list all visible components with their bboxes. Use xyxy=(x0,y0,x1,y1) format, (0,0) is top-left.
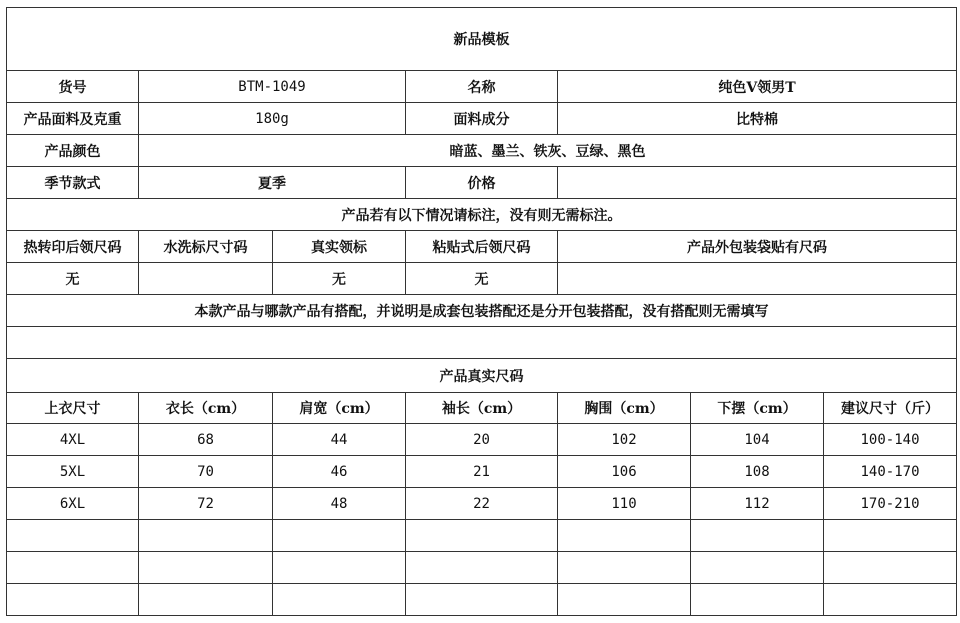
size-cell[interactable]: 22 xyxy=(406,488,558,520)
size-cell[interactable]: 72 xyxy=(139,488,273,520)
fabric-weight-label: 产品面料及克重 xyxy=(7,103,139,135)
size-cell[interactable] xyxy=(406,584,558,616)
size-cell[interactable]: 20 xyxy=(406,424,558,456)
match-note: 本款产品与哪款产品有搭配，并说明是成套包装搭配还是分开包装搭配，没有搭配则无需填写 xyxy=(7,295,957,327)
size-row xyxy=(7,584,957,616)
sheet-title: 新品模板 xyxy=(7,8,957,71)
label-value-real-label[interactable]: 无 xyxy=(273,263,406,295)
size-cell[interactable] xyxy=(558,552,691,584)
size-cell[interactable] xyxy=(7,584,139,616)
fabric-weight-value[interactable]: 180g xyxy=(139,103,406,135)
size-cell[interactable] xyxy=(273,584,406,616)
size-row xyxy=(7,520,957,552)
colors-label: 产品颜色 xyxy=(7,135,139,167)
size-cell[interactable] xyxy=(558,520,691,552)
size-cell[interactable]: 46 xyxy=(273,456,406,488)
size-cell[interactable]: 112 xyxy=(691,488,824,520)
label-value-sticker[interactable]: 无 xyxy=(406,263,558,295)
price-label: 价格 xyxy=(406,167,558,199)
size-cell[interactable]: 106 xyxy=(558,456,691,488)
size-cell[interactable] xyxy=(691,552,824,584)
label-value-heat-transfer[interactable]: 无 xyxy=(7,263,139,295)
size-cell[interactable] xyxy=(139,520,273,552)
season-label: 季节款式 xyxy=(7,167,139,199)
label-header-heat-transfer: 热转印后领尺码 xyxy=(7,231,139,263)
season-value[interactable]: 夏季 xyxy=(139,167,406,199)
size-cell[interactable]: 48 xyxy=(273,488,406,520)
size-cell[interactable] xyxy=(691,520,824,552)
size-cell[interactable]: 5XL xyxy=(7,456,139,488)
name-label: 名称 xyxy=(406,71,558,103)
size-cell[interactable] xyxy=(139,584,273,616)
label-header-real-label: 真实领标 xyxy=(273,231,406,263)
size-cell[interactable] xyxy=(139,552,273,584)
match-value[interactable] xyxy=(7,327,957,359)
size-cell[interactable]: 21 xyxy=(406,456,558,488)
size-cell[interactable]: 4XL xyxy=(7,424,139,456)
size-cell[interactable]: 108 xyxy=(691,456,824,488)
size-cell[interactable] xyxy=(691,584,824,616)
product-template-sheet xyxy=(6,7,957,616)
size-cell[interactable]: 100-140 xyxy=(824,424,957,456)
size-cell[interactable]: 140-170 xyxy=(824,456,957,488)
size-row xyxy=(7,552,957,584)
size-cell[interactable]: 170-210 xyxy=(824,488,957,520)
item-no-label: 货号 xyxy=(7,71,139,103)
label-header-wash-label: 水洗标尺寸码 xyxy=(139,231,273,263)
size-header-chest: 胸围（cm） xyxy=(558,393,691,424)
label-value-package-sticker[interactable] xyxy=(558,263,957,295)
size-section-title: 产品真实尺码 xyxy=(7,359,957,393)
label-value-wash-label[interactable] xyxy=(139,263,273,295)
price-value[interactable] xyxy=(558,167,957,199)
size-cell[interactable]: 110 xyxy=(558,488,691,520)
size-cell[interactable] xyxy=(406,552,558,584)
size-cell[interactable] xyxy=(558,584,691,616)
fabric-composition-label: 面料成分 xyxy=(406,103,558,135)
size-header-top-size: 上衣尺寸 xyxy=(7,393,139,424)
fabric-composition-value[interactable]: 比特棉 xyxy=(558,103,957,135)
size-cell[interactable] xyxy=(406,520,558,552)
item-no-value[interactable]: BTM-1049 xyxy=(139,71,406,103)
label-note: 产品若有以下情况请标注，没有则无需标注。 xyxy=(7,199,957,231)
size-cell[interactable] xyxy=(7,520,139,552)
size-header-shoulder: 肩宽（cm） xyxy=(273,393,406,424)
size-header-length: 衣长（cm） xyxy=(139,393,273,424)
size-cell[interactable] xyxy=(273,520,406,552)
size-cell[interactable] xyxy=(824,520,957,552)
label-header-package-sticker: 产品外包装袋贴有尺码 xyxy=(558,231,957,263)
size-cell[interactable] xyxy=(824,584,957,616)
size-cell[interactable] xyxy=(824,552,957,584)
size-cell[interactable]: 102 xyxy=(558,424,691,456)
size-cell[interactable]: 44 xyxy=(273,424,406,456)
size-cell[interactable]: 68 xyxy=(139,424,273,456)
size-row xyxy=(7,456,957,488)
size-cell[interactable] xyxy=(273,552,406,584)
size-header-sleeve: 袖长（cm） xyxy=(406,393,558,424)
colors-value[interactable]: 暗蓝、墨兰、铁灰、豆绿、黑色 xyxy=(139,135,957,167)
size-row xyxy=(7,488,957,520)
size-cell[interactable]: 70 xyxy=(139,456,273,488)
size-cell[interactable]: 6XL xyxy=(7,488,139,520)
name-value[interactable]: 纯色V领男T xyxy=(558,71,957,103)
size-header-suggested: 建议尺寸（斤） xyxy=(824,393,957,424)
size-cell[interactable]: 104 xyxy=(691,424,824,456)
size-header-hem: 下摆（cm） xyxy=(691,393,824,424)
size-row xyxy=(7,424,957,456)
size-cell[interactable] xyxy=(7,552,139,584)
label-header-sticker: 粘贴式后领尺码 xyxy=(406,231,558,263)
